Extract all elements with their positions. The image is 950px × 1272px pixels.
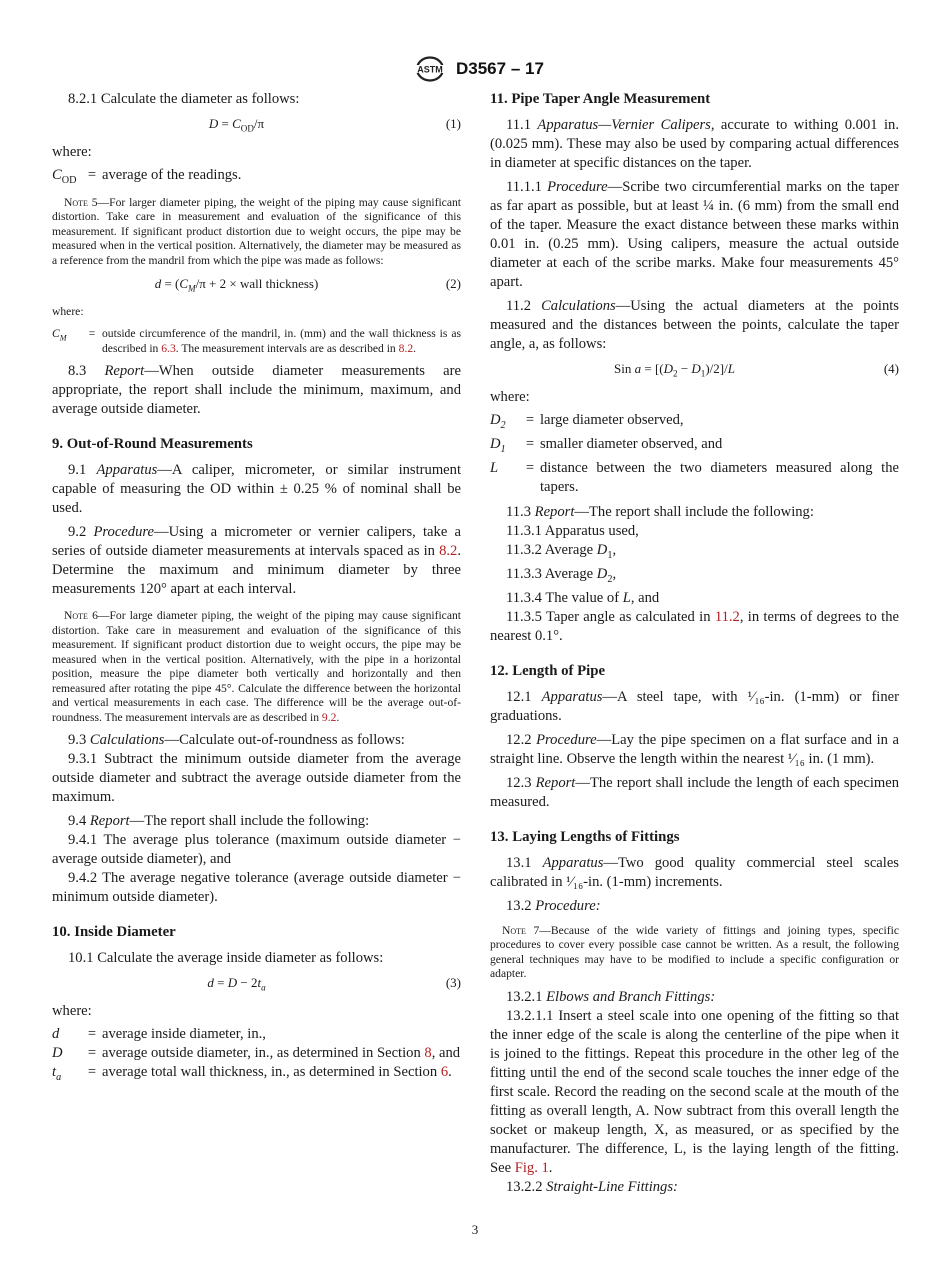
section-9-4-2: 9.4.2 The average negative tolerance (average outside diameter − minimum outside diameter). [52,870,461,906]
definition-list-4 [490,411,899,497]
section-9-3: 9.3 Calculations—Calculate out-of-roundness as follows: [68,732,405,749]
definition-row [490,459,899,497]
definition-row [490,435,899,459]
equation-1-number: (1) [445,116,461,131]
section-10-1: 10.1 Calculate the average inside diameter as follows: [68,950,384,967]
section-link[interactable]: 8 [424,1045,432,1062]
section-9-1: 9.1 Apparatus—A caliper, micrometer, or similar instrument capable of measuring the OD within ± 0.25 % of nominal shall be used. [52,462,461,517]
where-label: where: [52,1003,92,1020]
definition-symbol: $C_M$ [52,327,67,343]
section-link[interactable]: 6 [440,1064,449,1081]
equation-4 [490,359,899,381]
heading-section-9: 9. Out-of-Round Measurements [52,436,253,453]
section-12-3: 12.3 Report—The report shall include the length of each specimen measured. [490,774,899,810]
definition-list-2 [52,327,461,356]
section-11-1-1: 11.1.1 Procedure—Scribe two circumferential marks on the taper as far apart as possible, but at least ¼ in. (6 mm) from the small end of the taper. Measure the exact distance between these marks within 0.01 in. (0.25 mm). Using calipers, measure the actual outside diameter at each of the scribe marks. Make four measurements 45° apart. [490,179,899,290]
definition-text: average outside diameter, in., as determined in Section 8, and [102,1045,461,1062]
definition-row [52,1044,461,1063]
note-label: Note 6 [64,609,98,623]
definition-equals: = [87,1026,97,1043]
equation-4-number: (4) [883,361,899,376]
definition-equals: = [525,459,535,476]
right-column [490,90,899,1202]
definition-symbol: $t_a$ [52,1064,62,1084]
heading-section-10: 10. Inside Diameter [52,924,176,941]
equation-1-text: $D = C_{OD}/\pi$ [208,116,265,134]
heading-section-12: 12. Length of Pipe [490,662,606,679]
equation-4-text: Sin $a = [(D_2 - D_1)/2]/L$ [614,361,735,379]
equation-1 [52,114,461,136]
where-label: where: [52,305,84,319]
definition-list-1 [52,166,461,190]
section-9-4: 9.4 Report—The report shall include the following: [68,813,370,830]
note-label: Note 5 [64,195,98,209]
definition-row [52,166,461,190]
definition-text: outside circumference of the mandril, in. (mm) and the wall thickness is as described in 6.3. The measurement intervals are as described in 8.2. [102,327,461,355]
definition-text: average inside diameter, in., [102,1026,266,1043]
definition-row [52,1025,461,1044]
equation-3 [52,973,461,995]
note-7: Note 7—Because of the wide variety of fittings and joining types, specific procedures to cover every possible case cannot be written. As a result, the following general techniques may have to be modified to include a specific configuration or adapter. [490,923,899,981]
section-13-2-1: 13.2.1 Elbows and Branch Fittings: [506,988,716,1005]
section-11-3-list [490,503,899,646]
section-link[interactable]: 8.2 [439,543,458,560]
section-11-3-5: 11.3.5 Taper angle as calculated in 11.2, in terms of degrees to the nearest 0.1°. [490,608,899,644]
note-label: Note 7 [502,923,540,937]
section-11-3-1: 11.3.1 Apparatus used, [506,522,639,539]
definition-symbol: $D_1$ [490,435,506,455]
definition-text: average total wall thickness, in., as determined in Section 6. [102,1064,452,1081]
definition-equals: = [87,1064,97,1081]
section-11-3-3: 11.3.3 Average $D_2$, [506,565,617,585]
equation-2 [52,274,461,296]
definition-text: large diameter observed, [540,412,684,428]
note-text: —For larger diameter piping, the weight of the piping may cause significant distortion. Take care in measurement and evaluation of the significance of this measurement. If significant product distortion due to weight occurs, the pipe may be measured when in the vertical position. Alternatively, the diameter may be measured as a reference from the mandril from which the pipe was made as follows: [52,195,461,267]
section-11-2: 11.2 Calculations—Using the actual diameters at the points measured and the distances between the points, calculate the taper angle, a, as follows: [490,298,899,352]
section-8-3: 8.3 Report—When outside diameter measurements are appropriate, the report shall include the minimum, maximum, and average outside diameter. [52,363,461,418]
equation-2-number: (2) [445,276,461,292]
definition-equals: = [525,435,535,452]
definition-equals: = [87,167,97,183]
where-label: where: [490,389,530,405]
section-11-3-4: 11.3.4 The value of L, and [506,589,660,606]
definition-symbol: d [52,1026,60,1043]
definition-row [490,411,899,435]
definition-symbol: D [52,1045,63,1062]
equation-3-text: $d = D - 2t_a$ [207,975,266,993]
section-11-3: 11.3 Report—The report shall include the following: [506,503,814,520]
where-label: where: [52,144,92,160]
definition-row [52,327,461,356]
svg-text:ASTM: ASTM [417,64,443,75]
page-header [0,56,950,82]
section-11-1: 11.1 Apparatus—Vernier Calipers, accurate to withing 0.001 in. (0.025 mm). These may also be used by comparing actual differences in diameter at specific distances on the taper. [490,117,899,171]
note-6: Note 6—For large diameter piping, the weight of the piping may cause significant distortion. Take care in measurement and evaluation of the significance of this measurement. If significant product distortion due to weight occurs, the pipe may be measured when in the vertical position. Alternatively, with the pipe in a horizontal position, measure the pipe diameter both vertically and horizontally and then remeasured after rotating the pipe 45°. Calculate the difference between the horizontal and vertical measurements in each case. The difference will be the average out-of-roundness. The measurement intervals are as described in 9.2. [52,609,461,724]
equation-3-number: (3) [445,975,461,991]
section-13-2-1-1: 13.2.1.1 Insert a steel scale into one opening of the fitting so that the inner edge of the scale is along the centerline of the pipe when it is joined to the fittings. Repeat this procedure in the other leg of the fitting until the end of the second scale touches the inner edge of the first scale. Record the reading on the second scale at the mouth of the fitting as overall length, A. Now subtract from this overall length the socket or makeup length, X, as measured, or as specified by the manufacturer. The difference, L, is the laying length of the fitting. See Fig. 1. [490,1007,899,1176]
definition-text: distance between the two diameters measured along the tapers. [540,459,899,495]
page-number: 3 [471,1222,479,1237]
section-12-1: 12.1 Apparatus—A steel tape, with ¹⁄₁₆-in. (1-mm) or finer graduations. [490,688,899,724]
section-13-2: 13.2 Procedure: [506,897,601,914]
section-link[interactable]: 8.2 [398,341,414,355]
equation-2-text: $d = (C_M/\pi + 2$ × wall thickness) [154,276,319,294]
definition-equals: = [88,327,96,341]
section-13-1: 13.1 Apparatus—Two good quality commercial steel scales calibrated in ¹⁄₁₆-in. (1-mm) increments. [490,854,899,890]
section-9-3-1: 9.3.1 Subtract the minimum outside diameter from the average outside diameter and subtract the average outside diameter from the maximum. [52,751,461,806]
definition-text: smaller diameter observed, and [540,435,723,452]
definition-row [52,1063,461,1087]
definition-text: average of the readings. [102,167,242,183]
astm-logo-icon [408,56,452,82]
section-9-2: 9.2 Procedure—Using a micrometer or vernier calipers, take a series of outside diameter measurements at intervals spaced as in 8.2. Determine the maximum and minimum diameter by three measurements 120° apart at each interval. [52,524,462,598]
definition-symbol: $C_{OD}$ [52,167,77,186]
definition-symbol: L [490,459,499,476]
heading-section-13: 13. Laying Lengths of Fittings [490,828,680,845]
section-link[interactable]: 6.3 [161,341,176,355]
section-link[interactable]: 9.2 [321,710,337,724]
figure-link[interactable]: Fig. 1 [514,1159,549,1176]
definition-list-3 [52,1025,461,1087]
note-5 [52,196,461,269]
document-designation: D3567 – 17 [456,59,544,78]
left-column [52,90,461,1093]
section-9-4-1: 9.4.1 The average plus tolerance (maximum outside diameter − average outside diameter), and [52,832,461,868]
section-link[interactable]: 11.2 [714,608,740,625]
section-12-2: 12.2 Procedure—Lay the pipe specimen on a flat surface and in a straight line. Observe the length within the nearest ¹⁄₁₆ in. (1 mm). [490,731,899,767]
section-11-3-2: 11.3.2 Average $D_1$, [506,541,617,561]
heading-section-11: 11. Pipe Taper Angle Measurement [490,91,711,107]
section-8-2-1: 8.2.1 Calculate the diameter as follows: [68,91,300,107]
definition-symbol: $D_2$ [490,412,506,431]
definition-equals: = [87,1045,97,1062]
definition-equals: = [525,412,535,428]
section-13-2-2: 13.2.2 Straight-Line Fittings: [506,1178,678,1195]
